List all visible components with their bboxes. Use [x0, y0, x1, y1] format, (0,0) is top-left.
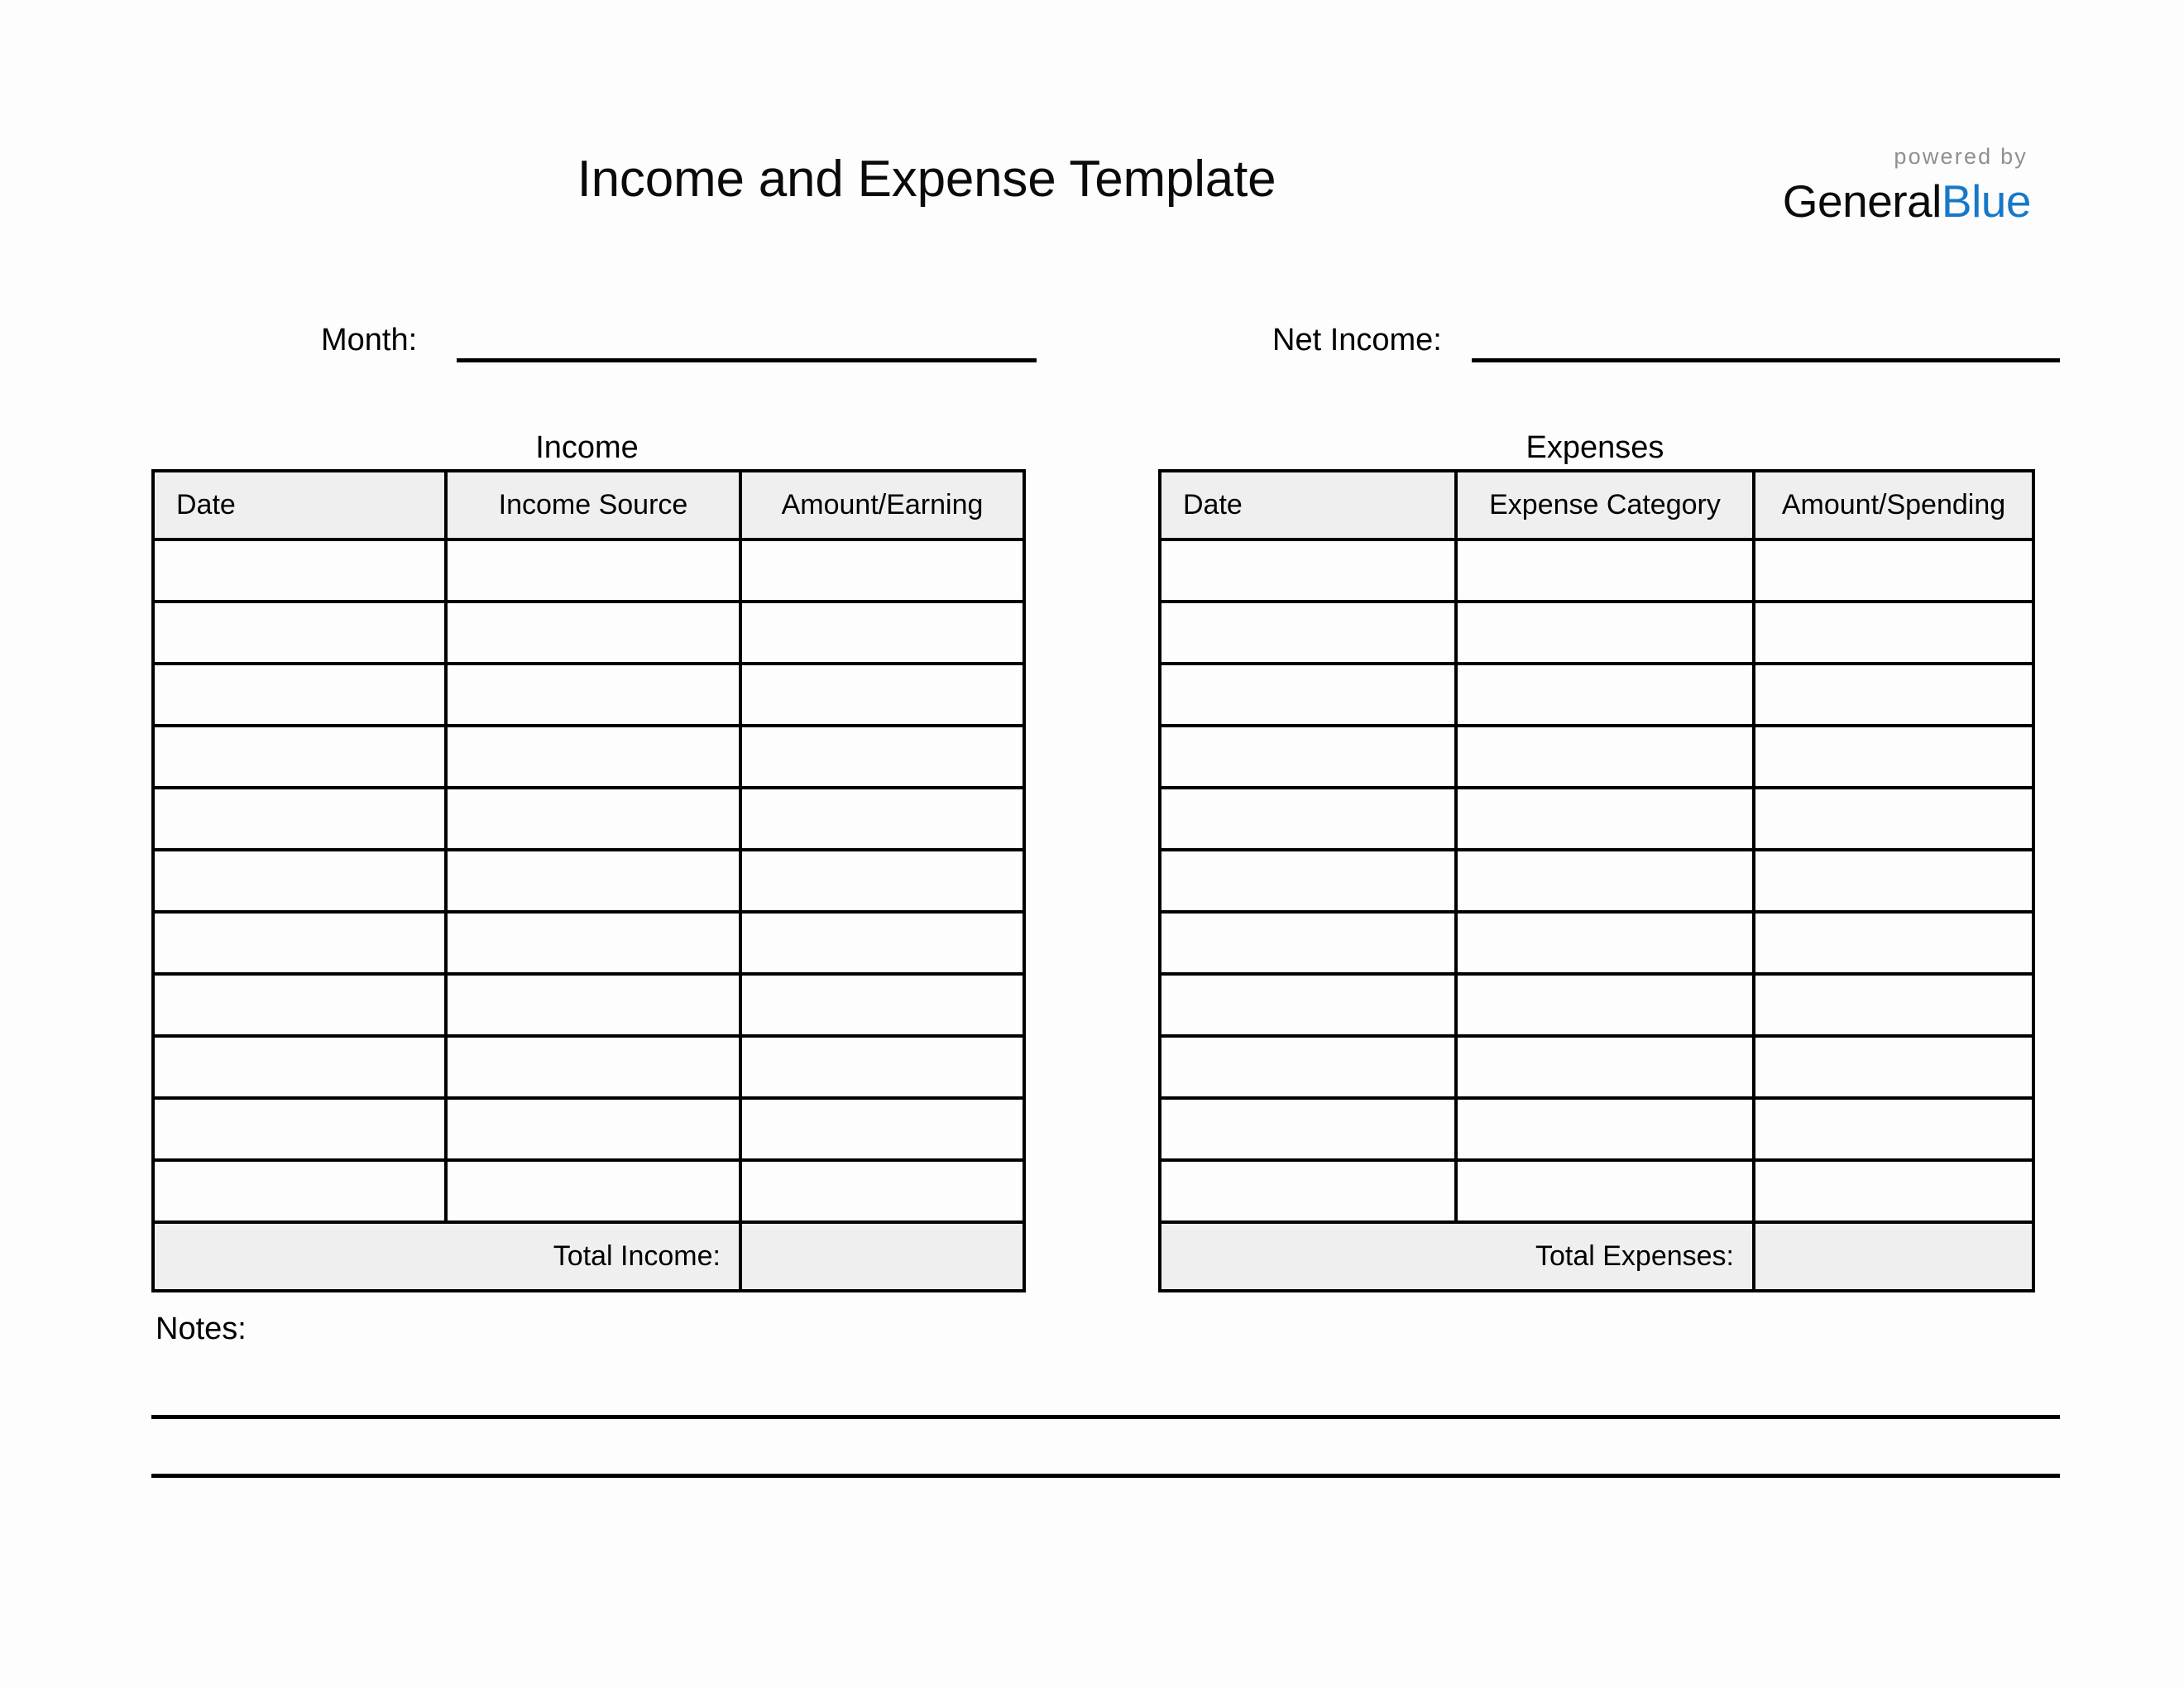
expense-cell-amount[interactable] [1754, 1036, 2033, 1098]
table-row [153, 539, 1024, 602]
expense-cell-amount[interactable] [1754, 850, 2033, 912]
expenses-column-header-date: Date [1160, 471, 1456, 539]
expense-cell-date[interactable] [1160, 1036, 1456, 1098]
table-row [153, 602, 1024, 664]
expense-cell-date[interactable] [1160, 664, 1456, 726]
table-row [1160, 912, 2033, 974]
expenses-table-header-row [1160, 471, 2033, 539]
income-cell-amount[interactable] [740, 1098, 1024, 1160]
table-row [153, 1036, 1024, 1098]
expenses-column-header-amount: Amount/Spending [1754, 471, 2033, 539]
income-cell-source[interactable] [446, 1098, 740, 1160]
expense-cell-amount[interactable] [1754, 602, 2033, 664]
income-cell-amount[interactable] [740, 726, 1024, 788]
expense-cell-amount[interactable] [1754, 1160, 2033, 1222]
brand-wordmark [1733, 175, 2031, 227]
expense-cell-category[interactable] [1456, 602, 1754, 664]
income-section-caption: Income [535, 430, 639, 465]
expense-cell-date[interactable] [1160, 602, 1456, 664]
table-row [1160, 788, 2033, 850]
expense-cell-category[interactable] [1456, 539, 1754, 602]
brand-name-blue: Blue [1941, 175, 2031, 227]
income-cell-date[interactable] [153, 539, 446, 602]
income-cell-date[interactable] [153, 788, 446, 850]
notes-label: Notes: [156, 1312, 247, 1346]
expense-cell-amount[interactable] [1754, 912, 2033, 974]
expense-cell-date[interactable] [1160, 726, 1456, 788]
expense-cell-category[interactable] [1456, 1036, 1754, 1098]
table-row [1160, 602, 2033, 664]
table-row [153, 788, 1024, 850]
income-cell-date[interactable] [153, 664, 446, 726]
income-cell-amount[interactable] [740, 1160, 1024, 1222]
income-cell-source[interactable] [446, 850, 740, 912]
expense-cell-amount[interactable] [1754, 664, 2033, 726]
table-row [153, 1098, 1024, 1160]
notes-line-1[interactable] [151, 1415, 2060, 1419]
brand-logo [1733, 146, 2031, 226]
expense-cell-amount[interactable] [1754, 1098, 2033, 1160]
brand-name-general: General [1782, 175, 1942, 227]
expense-cell-date[interactable] [1160, 1098, 1456, 1160]
expenses-total-row [1160, 1222, 2033, 1291]
income-cell-source[interactable] [446, 726, 740, 788]
expense-cell-amount[interactable] [1754, 974, 2033, 1036]
income-cell-amount[interactable] [740, 788, 1024, 850]
expense-cell-category[interactable] [1456, 850, 1754, 912]
income-table [151, 469, 1026, 1292]
income-cell-date[interactable] [153, 1098, 446, 1160]
table-row [1160, 1098, 2033, 1160]
income-cell-source[interactable] [446, 788, 740, 850]
income-cell-source[interactable] [446, 664, 740, 726]
month-field[interactable] [321, 316, 1037, 362]
month-label: Month: [321, 323, 418, 357]
table-row [153, 726, 1024, 788]
income-total-row [153, 1222, 1024, 1291]
income-cell-source[interactable] [446, 974, 740, 1036]
expense-cell-date[interactable] [1160, 1160, 1456, 1222]
income-column-header-source: Income Source [446, 471, 740, 539]
table-row [153, 1160, 1024, 1222]
page-title: Income and Expense Template [577, 151, 1276, 208]
expense-cell-date[interactable] [1160, 788, 1456, 850]
table-row [153, 974, 1024, 1036]
income-cell-date[interactable] [153, 1160, 446, 1222]
expenses-table [1158, 469, 2035, 1292]
table-row [1160, 726, 2033, 788]
income-cell-amount[interactable] [740, 974, 1024, 1036]
income-cell-date[interactable] [153, 726, 446, 788]
total-income-label: Total Income: [153, 1222, 740, 1291]
month-input-line[interactable] [457, 358, 1037, 362]
expense-cell-category[interactable] [1456, 1098, 1754, 1160]
table-row [153, 664, 1024, 726]
income-cell-amount[interactable] [740, 1036, 1024, 1098]
table-row [1160, 974, 2033, 1036]
table-row [1160, 539, 2033, 602]
expense-cell-amount[interactable] [1754, 539, 2033, 602]
income-cell-amount[interactable] [740, 602, 1024, 664]
table-row [1160, 1036, 2033, 1098]
expense-cell-category[interactable] [1456, 974, 1754, 1036]
income-cell-date[interactable] [153, 912, 446, 974]
net-income-field[interactable] [1272, 316, 2060, 362]
income-cell-source[interactable] [446, 912, 740, 974]
expense-cell-category[interactable] [1456, 726, 1754, 788]
expenses-column-header-category: Expense Category [1456, 471, 1754, 539]
table-row [1160, 850, 2033, 912]
table-row [1160, 664, 2033, 726]
income-cell-source[interactable] [446, 1160, 740, 1222]
powered-by-label: powered by [1894, 144, 2028, 169]
expense-cell-date[interactable] [1160, 850, 1456, 912]
expense-cell-category[interactable] [1456, 1160, 1754, 1222]
total-expenses-value[interactable] [1754, 1222, 2033, 1291]
total-expenses-label: Total Expenses: [1160, 1222, 1754, 1291]
income-cell-source[interactable] [446, 1036, 740, 1098]
expense-cell-date[interactable] [1160, 974, 1456, 1036]
income-cell-amount[interactable] [740, 850, 1024, 912]
income-cell-source[interactable] [446, 602, 740, 664]
expense-cell-amount[interactable] [1754, 788, 2033, 850]
income-column-header-date: Date [153, 471, 446, 539]
income-cell-source[interactable] [446, 539, 740, 602]
total-income-value[interactable] [740, 1222, 1024, 1291]
expense-cell-category[interactable] [1456, 788, 1754, 850]
income-table-header-row [153, 471, 1024, 539]
income-cell-amount[interactable] [740, 912, 1024, 974]
table-row [153, 850, 1024, 912]
income-cell-date[interactable] [153, 974, 446, 1036]
income-cell-amount[interactable] [740, 539, 1024, 602]
net-income-input-line[interactable] [1472, 358, 2060, 362]
expense-cell-date[interactable] [1160, 912, 1456, 974]
table-row [153, 912, 1024, 974]
income-column-header-amount: Amount/Earning [740, 471, 1024, 539]
expense-cell-amount[interactable] [1754, 726, 2033, 788]
income-cell-date[interactable] [153, 850, 446, 912]
income-cell-date[interactable] [153, 1036, 446, 1098]
expenses-section-caption: Expenses [1525, 430, 1664, 465]
table-row [1160, 1160, 2033, 1222]
notes-line-2[interactable] [151, 1474, 2060, 1478]
net-income-label: Net Income: [1272, 323, 1442, 357]
expense-cell-category[interactable] [1456, 912, 1754, 974]
income-cell-amount[interactable] [740, 664, 1024, 726]
income-cell-date[interactable] [153, 602, 446, 664]
expense-cell-date[interactable] [1160, 539, 1456, 602]
expense-cell-category[interactable] [1456, 664, 1754, 726]
